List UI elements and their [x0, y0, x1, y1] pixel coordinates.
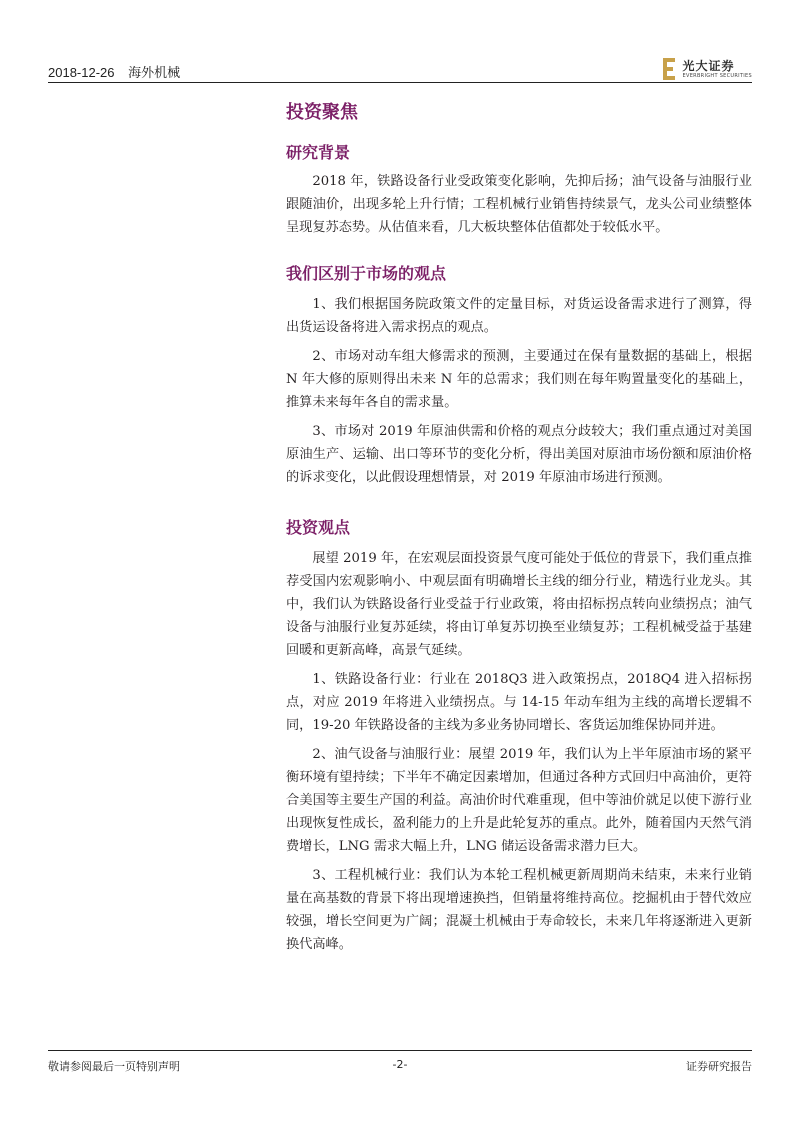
company-logo	[663, 56, 752, 82]
footer-report-type: 证券研究报告	[686, 1060, 752, 1073]
views-para-1: 展望 2019 年，在宏观层面投资景气度可能处于低位的背景下，我们重点推荐受国内宏观影响小、中观层面有明确增长主线的细分行业，精选行业龙头。其中，我们认为铁路设备行业受益于行业政策，将由招标拐点转向业绩拐点；油气设备与油服行业复苏延续，将由订单复苏切换至业绩复苏；工程机械受益于基建回暖和更新高峰，高景气延续。	[286, 551, 752, 658]
report-category: 海外机械	[128, 65, 181, 80]
page-footer	[48, 1058, 752, 1074]
footer-divider	[48, 1050, 752, 1051]
logo-cn-text: 光大证券	[682, 58, 735, 73]
page-number: -2-	[392, 1058, 408, 1071]
main-content	[286, 100, 752, 956]
page-title: 投资聚焦	[286, 102, 358, 123]
footer-disclaimer: 敬请参阅最后一页特别声明	[48, 1060, 180, 1073]
logo-en-text: EVERBRIGHT SECURITIES	[682, 72, 752, 79]
difference-para-1: 1、我们根据国务院政策文件的定量目标，对货运设备需求进行了测算，得出货运设备将进入需求拐点的观点。	[286, 297, 752, 335]
section-heading-background: 研究背景	[286, 143, 351, 162]
views-para-4: 3、工程机械行业：我们认为本轮工程机械更新周期尚未结束，未来行业销量在高基数的背景下将出现增速换挡，但销量将维持高位。挖掘机由于替代效应较强，增长空间更为广阔；混凝土机械由于寿命较长，未来几年将逐渐进入更新换代高峰。	[286, 868, 752, 952]
views-para-3: 2、油气设备与油服行业：展望 2019 年，我们认为上半年原油市场的紧平衡环境有望持续；下半年不确定因素增加，但通过各种方式回归中高油价，更符合美国等主要生产国的利益。高油价时代难重现，但中等油价就足以使下游行业出现恢复性成长，盈利能力的上升是此轮复苏的重点。此外，随着国内天然气消费增长，LNG 需求大幅上升，LNG 储运设备需求潜力巨大。	[286, 747, 752, 854]
header-meta	[48, 62, 190, 81]
background-para-1: 2018 年，铁路设备行业受政策变化影响，先抑后扬；油气设备与油服行业跟随油价，出现多轮上升行情；工程机械行业销售持续景气，龙头公司业绩整体呈现复苏态势。从估值来看，几大板块整体估值都处于较低水平。	[286, 174, 752, 235]
header-divider	[48, 82, 752, 83]
difference-para-3: 3、市场对 2019 年原油供需和价格的观点分歧较大；我们重点通过对美国原油生产、运输、出口等环节的变化分析，得出美国对原油市场份额和原油价格的诉求变化，以此假设理想情景，对 2019 年原油市场进行预测。	[286, 424, 752, 485]
report-date: 2018-12-26	[48, 65, 115, 80]
page-header	[48, 56, 752, 82]
difference-para-2: 2、市场对动车组大修需求的预测，主要通过在保有量数据的基础上，根据 N 年大修的原则得出未来 N 年的总需求；我们则在每年购置量变化的基础上，推算未来每年各自的需求量。	[286, 349, 752, 410]
views-para-2: 1、铁路设备行业：行业在 2018Q3 进入政策拐点，2018Q4 进入招标拐点，对应 2019 年将进入业绩拐点。与 14-15 年动车组为主线的高增长逻辑不同，19-20 年铁路设备的主线为多业务协同增长、客货运加维保协同并进。	[286, 672, 752, 733]
section-heading-difference: 我们区别于市场的观点	[286, 264, 447, 283]
everbright-logo-icon	[663, 58, 677, 80]
section-heading-views: 投资观点	[286, 518, 351, 537]
